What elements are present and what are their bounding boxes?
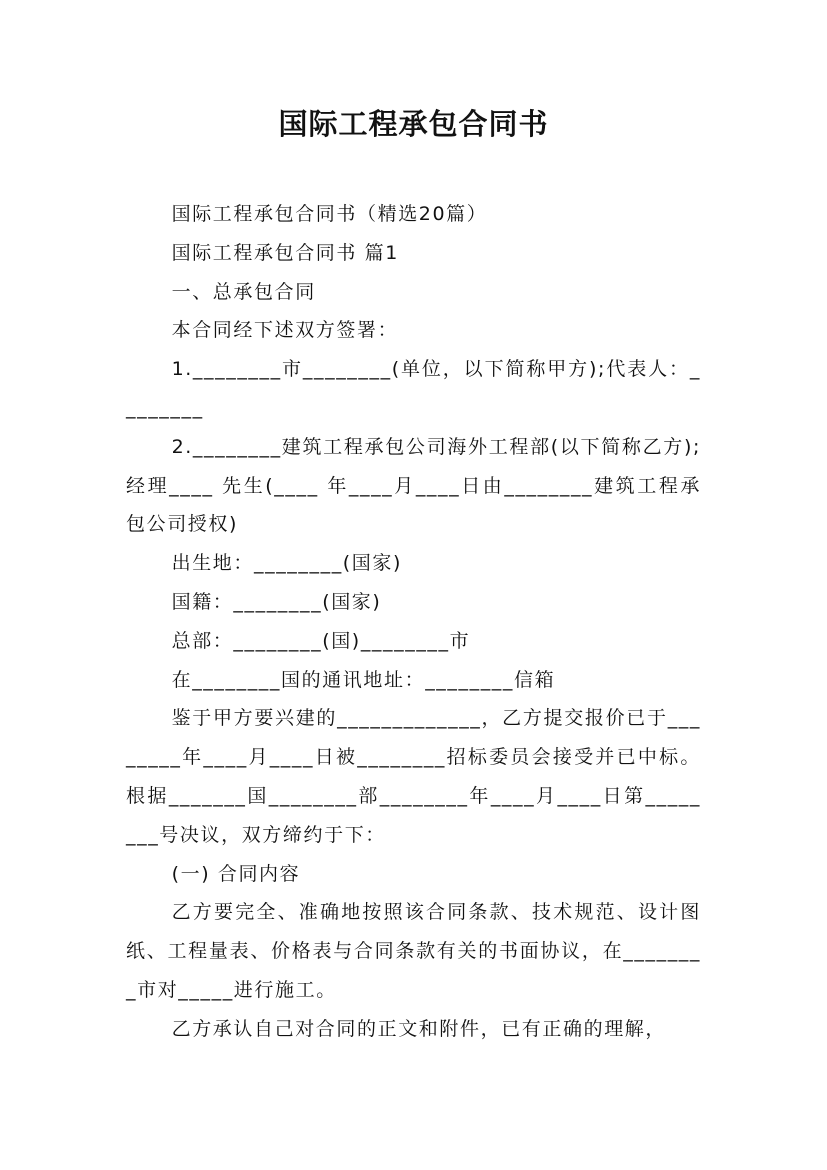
paragraph-part-heading: 一、总承包合同: [171, 280, 316, 303]
document-body: [126, 195, 701, 1049]
paragraph-acknowledgement: 乙方承认自己对合同的正文和附件，已有正确的理解，: [171, 1017, 666, 1040]
paragraph-address: 在________国的通讯地址：________信箱: [171, 668, 556, 691]
paragraph-section-heading: 国际工程承包合同书 篇1: [171, 241, 399, 264]
paragraph-clause-content: 乙方要完全、准确地按照该合同条款、技术规范、设计图纸、工程量表、价格表与合同条款有关的书面协议，在________市对_____进行施工。: [126, 901, 701, 1001]
paragraph-headquarters: 总部：________(国)________市: [171, 629, 471, 652]
paragraph-subtitle: 国际工程承包合同书（精选20篇）: [171, 203, 488, 225]
paragraph-party-a: 1.________市________(单位，以下简称甲方);代表人：________: [126, 358, 701, 419]
paragraph-clause-heading: (一) 合同内容: [171, 862, 301, 885]
document-title: 国际工程承包合同书: [278, 107, 549, 141]
paragraph-birthplace: 出生地：________(国家): [171, 552, 403, 575]
paragraph-party-b: 2.________建筑工程承包公司海外工程部(以下简称乙方);经理____ 先生(____ 年____月____日由________建筑工程承包公司授权): [126, 435, 701, 536]
paragraph-intro: 本合同经下述双方签署：: [171, 319, 399, 342]
paragraph-nationality: 国籍：________(国家): [171, 590, 382, 613]
paragraph-recital: 鉴于甲方要兴建的_____________，乙方提交报价已于________年____月____日被________招标委员会接受并已中标。根据_______国________部________年____月____日第________号决议，双方缔约于下：: [126, 707, 701, 846]
